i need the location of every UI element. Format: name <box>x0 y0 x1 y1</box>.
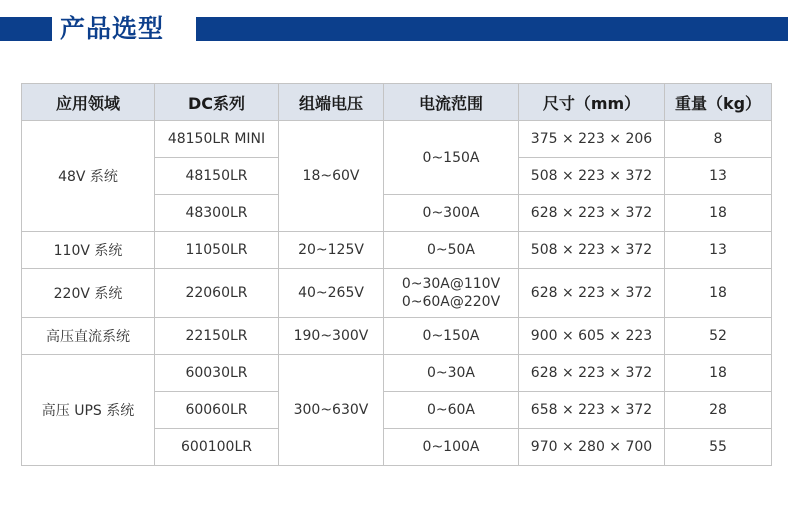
model-cell: 48300LR <box>155 195 279 232</box>
model-cell: 600100LR <box>155 429 279 466</box>
header-voltage: 组端电压 <box>279 84 384 121</box>
header-field: 应用领域 <box>22 84 155 121</box>
weight-cell: 18 <box>665 195 772 232</box>
size-cell: 508 × 223 × 372 <box>519 232 665 269</box>
size-cell: 375 × 223 × 206 <box>519 121 665 158</box>
header-weight: 重量（kg） <box>665 84 772 121</box>
model-cell: 22150LR <box>155 318 279 355</box>
current-line: 0~30A@110V <box>401 276 501 292</box>
weight-cell: 55 <box>665 429 772 466</box>
weight-cell: 18 <box>665 269 772 318</box>
voltage-cell: 40~265V <box>279 269 384 318</box>
size-cell: 970 × 280 × 700 <box>519 429 665 466</box>
field-cell: 220V 系统 <box>22 269 155 318</box>
header-size: 尺寸（mm） <box>519 84 665 121</box>
weight-cell: 8 <box>665 121 772 158</box>
weight-cell: 18 <box>665 355 772 392</box>
voltage-cell: 300~630V <box>279 355 384 466</box>
current-cell: 0~100A <box>384 429 519 466</box>
table-row <box>22 232 772 269</box>
size-cell: 628 × 223 × 372 <box>519 269 665 318</box>
table-row <box>22 318 772 355</box>
field-cell: 高压 UPS 系统 <box>22 355 155 466</box>
model-cell: 48150LR <box>155 158 279 195</box>
model-cell: 22060LR <box>155 269 279 318</box>
voltage-cell: 190~300V <box>279 318 384 355</box>
voltage-cell: 18~60V <box>279 121 384 232</box>
current-cell: 0~150A <box>384 318 519 355</box>
current-cell: 0~50A <box>384 232 519 269</box>
weight-cell: 13 <box>665 232 772 269</box>
model-cell: 11050LR <box>155 232 279 269</box>
section-title: 产品选型 <box>60 14 165 43</box>
model-cell: 60060LR <box>155 392 279 429</box>
table-row <box>22 355 772 392</box>
current-cell: 0~150A <box>384 121 519 195</box>
table-row <box>22 121 772 158</box>
current-cell <box>384 269 519 318</box>
header-bar-left <box>0 17 52 41</box>
field-cell: 110V 系统 <box>22 232 155 269</box>
field-cell: 48V 系统 <box>22 121 155 232</box>
weight-cell: 28 <box>665 392 772 429</box>
weight-cell: 13 <box>665 158 772 195</box>
size-cell: 508 × 223 × 372 <box>519 158 665 195</box>
product-selection-table <box>21 83 772 466</box>
size-cell: 658 × 223 × 372 <box>519 392 665 429</box>
table-row <box>22 269 772 318</box>
field-cell: 高压直流系统 <box>22 318 155 355</box>
header-bar-right <box>196 17 788 41</box>
header-series: DC系列 <box>155 84 279 121</box>
model-cell: 48150LR MINI <box>155 121 279 158</box>
weight-cell: 52 <box>665 318 772 355</box>
header-current: 电流范围 <box>384 84 519 121</box>
current-line: 0~60A@220V <box>401 294 501 310</box>
current-cell: 0~300A <box>384 195 519 232</box>
current-cell: 0~60A <box>384 392 519 429</box>
size-cell: 628 × 223 × 372 <box>519 355 665 392</box>
table-header-row <box>22 84 772 121</box>
current-cell: 0~30A <box>384 355 519 392</box>
model-cell: 60030LR <box>155 355 279 392</box>
size-cell: 628 × 223 × 372 <box>519 195 665 232</box>
voltage-cell: 20~125V <box>279 232 384 269</box>
size-cell: 900 × 605 × 223 <box>519 318 665 355</box>
section-header <box>0 14 788 44</box>
